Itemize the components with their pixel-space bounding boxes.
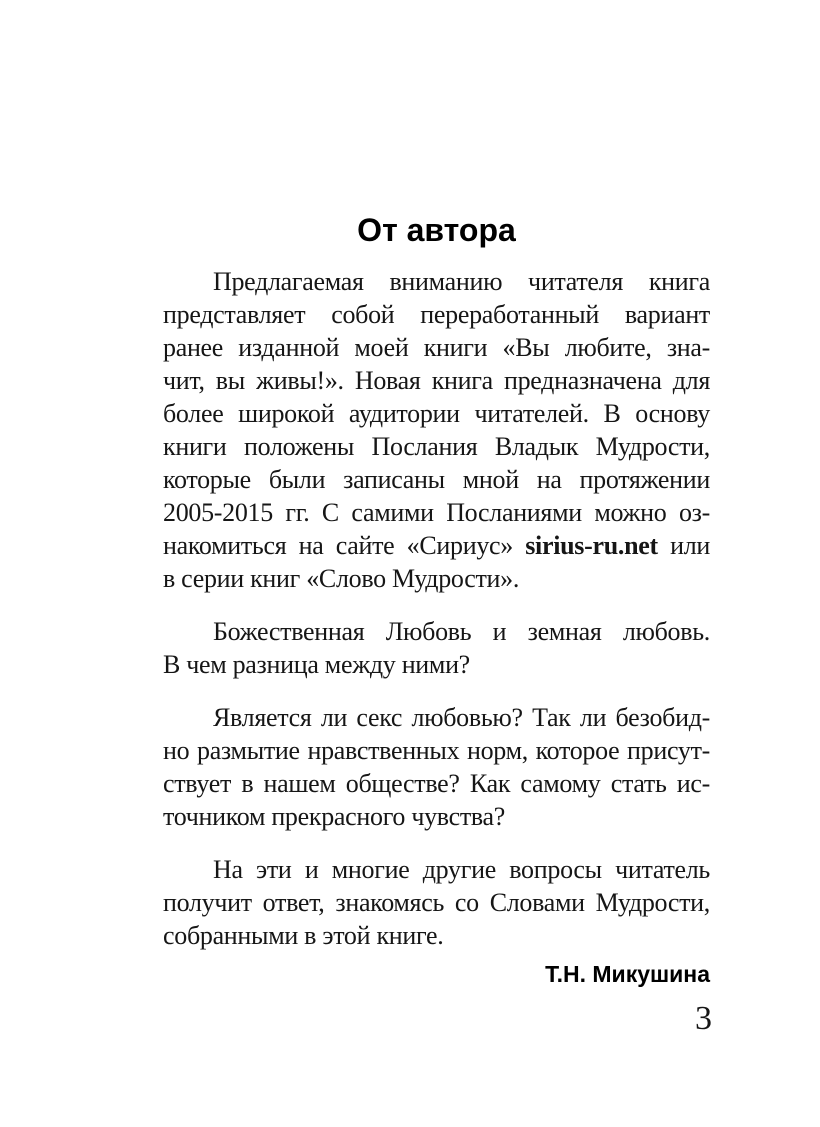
text-segment: На эти и многие другие вопросы читатель (213, 855, 710, 884)
text-segment: чит, вы живы!». Новая книга предназначена для (163, 366, 710, 395)
text-line (163, 298, 710, 331)
author-signature: Т.Н. Микушина (545, 961, 710, 987)
text-segment: ствует в нашем обществе? Как самому стать ис- (163, 769, 710, 798)
page-number: 3 (695, 1000, 712, 1037)
text-line (163, 562, 710, 595)
text-line (163, 800, 710, 833)
text-segment: В чем разница между ними? (163, 650, 470, 679)
text-segment: Предлагаемая вниманию читателя книга (213, 267, 710, 296)
text-line (163, 397, 710, 430)
text-segment: или (657, 531, 710, 560)
text-segment: Является ли секс любовью? Так ли безобид- (213, 703, 710, 732)
text-line (163, 331, 710, 364)
text-segment: в серии книг «Слово Мудрости». (163, 564, 520, 593)
text-segment: получит ответ, знакомясь со Словами Мудрости, (163, 888, 710, 917)
text-line (163, 648, 710, 681)
text-segment: накомиться на сайте «Сириус» (163, 531, 526, 560)
text-line (163, 767, 710, 800)
text-segment: книги положены Послания Владык Мудрости, (163, 432, 710, 461)
text-segment: Божественная Любовь и земная любовь. (213, 617, 710, 646)
paragraph (163, 701, 710, 833)
text-line (163, 701, 710, 734)
text-line (163, 364, 710, 397)
text-line (163, 265, 710, 298)
text-line (163, 430, 710, 463)
site-domain-bold: sirius-ru.net (525, 531, 658, 560)
text-segment: но размытие нравственных норм, которое присут- (163, 736, 710, 765)
text-line (163, 886, 710, 919)
text-line (163, 615, 710, 648)
text-segment: представляет собой переработанный вариант (163, 300, 710, 329)
text-segment: точником прекрасного чувства? (163, 802, 506, 831)
page-title: От автора (357, 212, 516, 249)
text-line (163, 529, 710, 562)
text-line (163, 853, 710, 886)
text-segment: собранными в этой книге. (163, 921, 444, 950)
text-line (163, 496, 710, 529)
text-line (163, 734, 710, 767)
text-segment: более широкой аудитории читателей. В основу (163, 399, 710, 428)
text-line (163, 463, 710, 496)
text-segment: которые были записаны мной на протяжении (163, 465, 710, 494)
body-text (163, 265, 710, 991)
text-segment: ранее изданной моей книги «Вы любите, зна- (163, 333, 710, 362)
paragraph (163, 853, 710, 952)
text-line (163, 919, 710, 952)
text-segment: 2005-2015 гг. С самими Посланиями можно оз- (163, 498, 710, 527)
paragraph (163, 615, 710, 681)
paragraph (163, 265, 710, 595)
